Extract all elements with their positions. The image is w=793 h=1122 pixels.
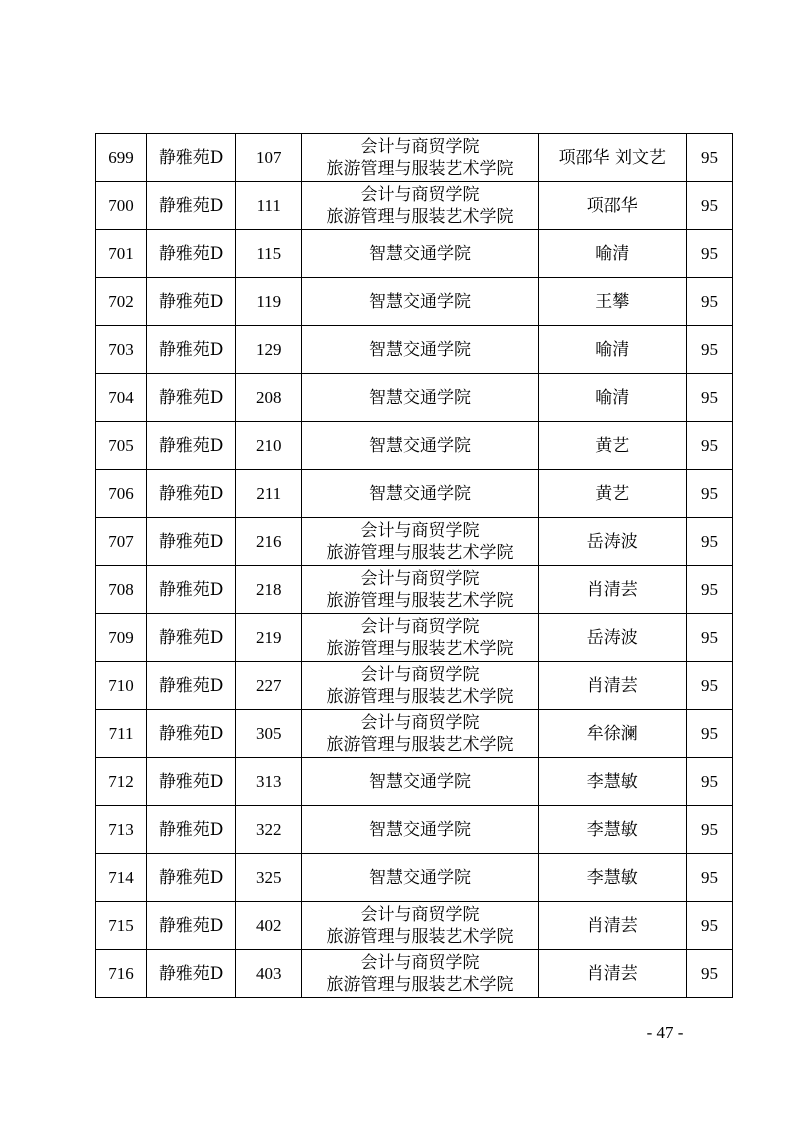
row-number-cell: 710: [96, 662, 147, 710]
counselor-cell: 喻清: [538, 326, 686, 374]
room-cell: 115: [236, 230, 302, 278]
college-name: 会计与商贸学院: [360, 712, 480, 733]
score-cell: 95: [686, 950, 732, 998]
score-cell: 95: [686, 134, 732, 182]
counselor-cell: 李慧敏: [538, 806, 686, 854]
college-name: 智慧交通学院: [368, 291, 471, 312]
table-row: [96, 374, 733, 422]
score-cell: 95: [686, 470, 732, 518]
room-cell: 403: [236, 950, 302, 998]
college-cell: [302, 230, 538, 278]
row-number-cell: 703: [96, 326, 147, 374]
counselor-cell: 黄艺: [538, 470, 686, 518]
building-cell: 静雅苑D: [147, 326, 236, 374]
table-row: [96, 854, 733, 902]
table-row: [96, 902, 733, 950]
college-name: 智慧交通学院: [368, 819, 471, 840]
room-cell: 322: [236, 806, 302, 854]
college-cell: [302, 854, 538, 902]
college-cell: [302, 326, 538, 374]
college-name: 旅游管理与服装艺术学院: [326, 158, 514, 179]
row-number-cell: 708: [96, 566, 147, 614]
score-cell: 95: [686, 854, 732, 902]
row-number-cell: 706: [96, 470, 147, 518]
room-cell: 111: [236, 182, 302, 230]
college-name: 会计与商贸学院: [360, 952, 480, 973]
row-number-cell: 704: [96, 374, 147, 422]
college-cell: [302, 182, 538, 230]
building-cell: 静雅苑D: [147, 374, 236, 422]
row-number-cell: 700: [96, 182, 147, 230]
score-cell: 95: [686, 662, 732, 710]
table-row: [96, 662, 733, 710]
college-name: 会计与商贸学院: [360, 904, 480, 925]
table-row: [96, 758, 733, 806]
table-row: [96, 566, 733, 614]
college-name: 智慧交通学院: [368, 243, 471, 264]
college-name: 智慧交通学院: [368, 339, 471, 360]
table-row: [96, 326, 733, 374]
row-number-cell: 699: [96, 134, 147, 182]
table-row: [96, 182, 733, 230]
college-name: 旅游管理与服装艺术学院: [326, 926, 514, 947]
counselor-cell: 王攀: [538, 278, 686, 326]
room-cell: 216: [236, 518, 302, 566]
college-name: 旅游管理与服装艺术学院: [326, 686, 514, 707]
room-cell: 107: [236, 134, 302, 182]
score-cell: 95: [686, 758, 732, 806]
room-cell: 129: [236, 326, 302, 374]
college-name: 会计与商贸学院: [360, 664, 480, 685]
college-name: 智慧交通学院: [368, 387, 471, 408]
counselor-cell: 岳涛波: [538, 518, 686, 566]
score-cell: 95: [686, 518, 732, 566]
room-cell: 313: [236, 758, 302, 806]
row-number-cell: 709: [96, 614, 147, 662]
building-cell: 静雅苑D: [147, 902, 236, 950]
room-cell: 402: [236, 902, 302, 950]
counselor-cell: 牟徐澜: [538, 710, 686, 758]
college-cell: [302, 374, 538, 422]
counselor-cell: 李慧敏: [538, 854, 686, 902]
college-name: 智慧交通学院: [368, 435, 471, 456]
table-body: [96, 134, 733, 998]
room-cell: 227: [236, 662, 302, 710]
college-cell: [302, 662, 538, 710]
college-cell: [302, 566, 538, 614]
table-row: [96, 710, 733, 758]
row-number-cell: 707: [96, 518, 147, 566]
college-cell: [302, 422, 538, 470]
counselor-cell: 肖清芸: [538, 950, 686, 998]
college-name: 旅游管理与服装艺术学院: [326, 734, 514, 755]
counselor-cell: 项邵华 刘文艺: [538, 134, 686, 182]
row-number-cell: 714: [96, 854, 147, 902]
page-number: - 47 -: [646, 1023, 684, 1042]
college-cell: [302, 134, 538, 182]
college-name: 旅游管理与服装艺术学院: [326, 206, 514, 227]
college-cell: [302, 518, 538, 566]
building-cell: 静雅苑D: [147, 854, 236, 902]
table-row: [96, 134, 733, 182]
row-number-cell: 716: [96, 950, 147, 998]
college-name: 旅游管理与服装艺术学院: [326, 542, 514, 563]
building-cell: 静雅苑D: [147, 710, 236, 758]
college-cell: [302, 278, 538, 326]
counselor-cell: 肖清芸: [538, 662, 686, 710]
score-cell: 95: [686, 230, 732, 278]
row-number-cell: 701: [96, 230, 147, 278]
college-name: 旅游管理与服装艺术学院: [326, 590, 514, 611]
row-number-cell: 702: [96, 278, 147, 326]
building-cell: 静雅苑D: [147, 230, 236, 278]
score-cell: 95: [686, 566, 732, 614]
college-name: 智慧交通学院: [368, 771, 471, 792]
table-row: [96, 518, 733, 566]
row-number-cell: 713: [96, 806, 147, 854]
room-cell: 218: [236, 566, 302, 614]
table-row: [96, 806, 733, 854]
table-row: [96, 422, 733, 470]
table-row: [96, 278, 733, 326]
row-number-cell: 711: [96, 710, 147, 758]
counselor-cell: 肖清芸: [538, 566, 686, 614]
room-cell: 208: [236, 374, 302, 422]
college-name: 会计与商贸学院: [360, 136, 480, 157]
row-number-cell: 705: [96, 422, 147, 470]
college-name: 旅游管理与服装艺术学院: [326, 974, 514, 995]
counselor-cell: 喻清: [538, 230, 686, 278]
score-cell: 95: [686, 710, 732, 758]
building-cell: 静雅苑D: [147, 278, 236, 326]
table-row: [96, 950, 733, 998]
score-cell: 95: [686, 902, 732, 950]
college-cell: [302, 950, 538, 998]
room-cell: 219: [236, 614, 302, 662]
row-number-cell: 715: [96, 902, 147, 950]
building-cell: 静雅苑D: [147, 662, 236, 710]
counselor-cell: 岳涛波: [538, 614, 686, 662]
college-cell: [302, 902, 538, 950]
score-cell: 95: [686, 806, 732, 854]
building-cell: 静雅苑D: [147, 758, 236, 806]
table-row: [96, 230, 733, 278]
building-cell: 静雅苑D: [147, 566, 236, 614]
building-cell: 静雅苑D: [147, 182, 236, 230]
college-cell: [302, 758, 538, 806]
row-number-cell: 712: [96, 758, 147, 806]
building-cell: 静雅苑D: [147, 950, 236, 998]
room-cell: 211: [236, 470, 302, 518]
score-cell: 95: [686, 374, 732, 422]
college-cell: [302, 710, 538, 758]
score-cell: 95: [686, 422, 732, 470]
counselor-cell: 项邵华: [538, 182, 686, 230]
building-cell: 静雅苑D: [147, 422, 236, 470]
counselor-cell: 李慧敏: [538, 758, 686, 806]
college-cell: [302, 614, 538, 662]
room-cell: 210: [236, 422, 302, 470]
room-cell: 119: [236, 278, 302, 326]
table-row: [96, 614, 733, 662]
college-name: 会计与商贸学院: [360, 184, 480, 205]
score-cell: 95: [686, 182, 732, 230]
building-cell: 静雅苑D: [147, 134, 236, 182]
college-cell: [302, 806, 538, 854]
college-name: 旅游管理与服装艺术学院: [326, 638, 514, 659]
college-name: 会计与商贸学院: [360, 616, 480, 637]
building-cell: 静雅苑D: [147, 614, 236, 662]
score-cell: 95: [686, 614, 732, 662]
building-cell: 静雅苑D: [147, 518, 236, 566]
counselor-cell: 黄艺: [538, 422, 686, 470]
room-cell: 325: [236, 854, 302, 902]
room-cell: 305: [236, 710, 302, 758]
building-cell: 静雅苑D: [147, 806, 236, 854]
college-name: 会计与商贸学院: [360, 520, 480, 541]
college-cell: [302, 470, 538, 518]
building-cell: 静雅苑D: [147, 470, 236, 518]
dormitory-score-table: [95, 133, 733, 998]
score-cell: 95: [686, 326, 732, 374]
counselor-cell: 喻清: [538, 374, 686, 422]
college-name: 智慧交通学院: [368, 483, 471, 504]
college-name: 会计与商贸学院: [360, 568, 480, 589]
counselor-cell: 肖清芸: [538, 902, 686, 950]
table-row: [96, 470, 733, 518]
score-cell: 95: [686, 278, 732, 326]
college-name: 智慧交通学院: [368, 867, 471, 888]
